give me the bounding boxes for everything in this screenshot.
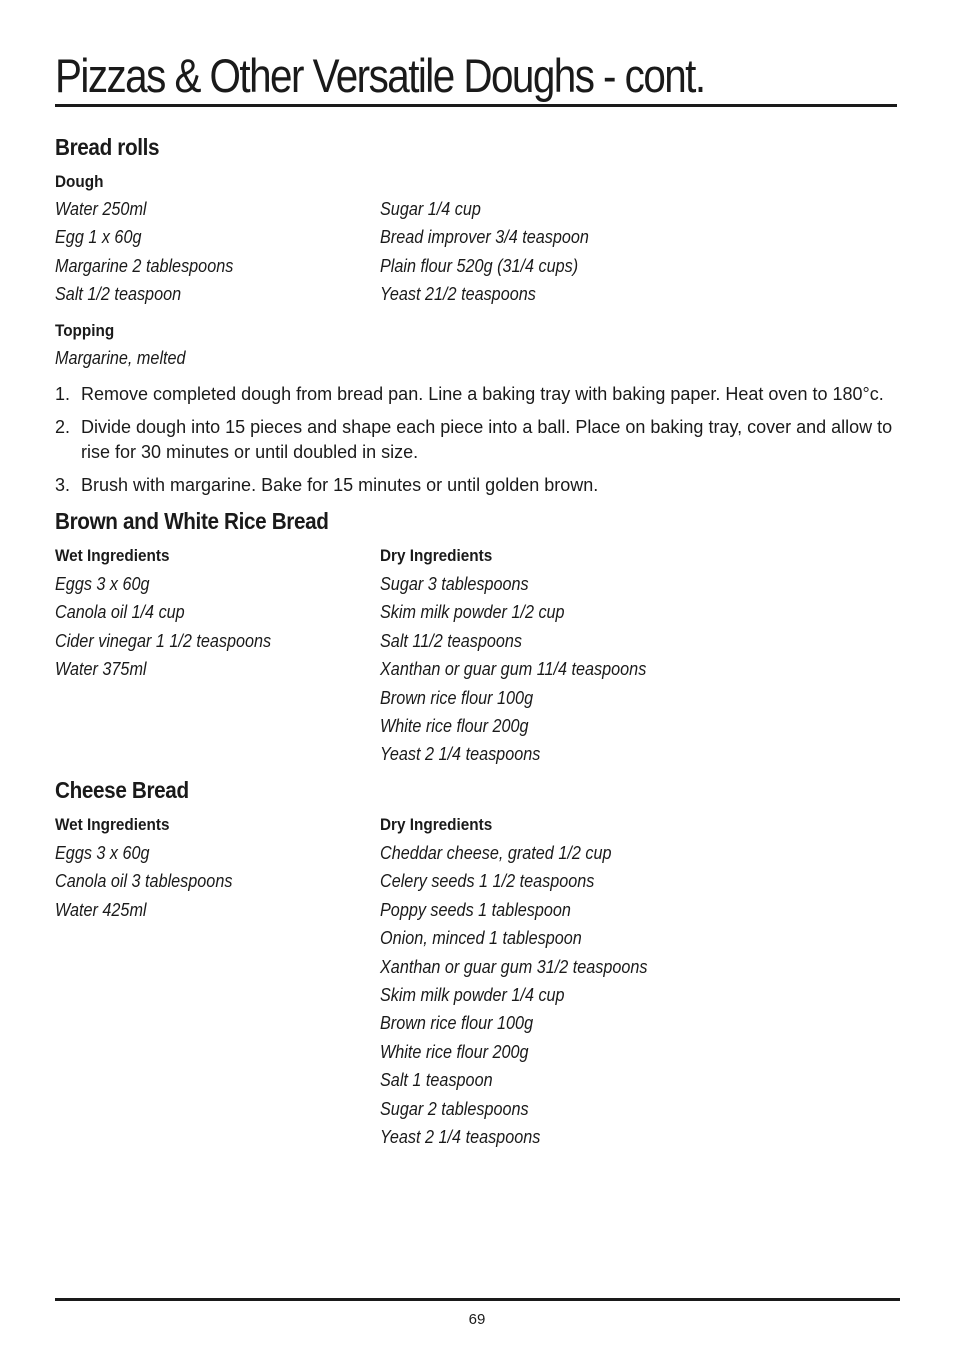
topping-heading: Topping (55, 321, 115, 340)
ingredient-item: Xanthan or guar gum 31/2 teaspoons (380, 956, 648, 977)
step-text: Divide dough into 15 pieces and shape each piece into a ball. Place on baking tray, cover and allow to rise for 30 minutes or until doubled in size. (81, 417, 893, 462)
ingredient-item: Water 250ml (55, 199, 147, 219)
ingredient-item: Egg 1 x 60g (55, 227, 142, 248)
dough-ingredients-left (55, 195, 253, 309)
ingredient-item: Eggs 3 x 60g (55, 574, 150, 594)
ingredient-item: Celery seeds 1 1/2 teaspoons (380, 871, 595, 892)
cheese-wet-heading: Wet Ingredients (55, 815, 170, 834)
method-step (55, 382, 905, 407)
bread-rolls-heading: Bread rolls (55, 134, 160, 160)
footer-rule (55, 1298, 900, 1301)
ingredient-item: Yeast 21/2 teaspoons (380, 284, 536, 305)
method-step (55, 415, 905, 465)
cheese-bread-heading: Cheese Bread (55, 777, 189, 803)
ingredient-item: Brown rice flour 100g (380, 1013, 534, 1034)
ingredient-item: Skim milk powder 1/4 cup (380, 984, 565, 1005)
rice-dry-ingredients (380, 570, 676, 769)
ingredient-item: Water 425ml (55, 899, 147, 920)
ingredient-item: Xanthan or guar gum 11/4 teaspoons (380, 659, 647, 680)
ingredient-item: Sugar 3 tablespoons (380, 574, 529, 594)
cheese-dry-ingredients (380, 839, 677, 1151)
step-number: 3. (55, 475, 71, 495)
rice-bread-heading: Brown and White Rice Bread (55, 508, 329, 534)
ingredient-item: Bread improver 3/4 teaspoon (380, 227, 589, 248)
ingredient-item: Salt 1 teaspoon (380, 1070, 493, 1091)
ingredient-item: Sugar 2 tablespoons (380, 1098, 529, 1119)
ingredient-item: Canola oil 3 tablespoons (55, 871, 233, 892)
ingredient-item: Sugar 1/4 cup (380, 199, 481, 219)
ingredient-item: Cider vinegar 1 1/2 teaspoons (55, 630, 272, 651)
cheese-wet-ingredients (55, 839, 252, 924)
method-step (55, 473, 905, 498)
title-rule (55, 104, 897, 107)
ingredient-item: Cheddar cheese, grated 1/2 cup (380, 843, 612, 863)
ingredient-item: Salt 1/2 teaspoon (55, 284, 182, 305)
page-number: 69 (468, 1311, 486, 1328)
ingredient-item: Water 375ml (55, 659, 147, 680)
cheese-dry-heading: Dry Ingredients (380, 815, 493, 834)
rice-wet-heading: Wet Ingredients (55, 546, 170, 565)
ingredient-item: Brown rice flour 100g (380, 687, 534, 708)
ingredient-item: Onion, minced 1 tablespoon (380, 928, 582, 949)
rice-dry-heading: Dry Ingredients (380, 546, 493, 565)
step-text: Brush with margarine. Bake for 15 minutes or until golden brown. (81, 475, 599, 495)
rice-wet-ingredients (55, 570, 295, 684)
ingredient-item: Margarine 2 tablespoons (55, 255, 234, 276)
dough-heading: Dough (55, 172, 104, 191)
ingredient-item: Skim milk powder 1/2 cup (380, 602, 565, 623)
page-title: Pizzas & Other Versatile Doughs - cont. (55, 49, 705, 102)
step-number: 2. (55, 417, 71, 437)
ingredient-item: Yeast 2 1/4 teaspoons (380, 1126, 541, 1147)
ingredient-item: Yeast 2 1/4 teaspoons (380, 744, 541, 765)
ingredient-item: Poppy seeds 1 tablespoon (380, 899, 571, 920)
ingredient-item: White rice flour 200g (380, 1041, 529, 1062)
step-text: Remove completed dough from bread pan. Line a baking tray with baking paper. Heat oven to 180°c. (81, 384, 884, 404)
step-number: 1. (55, 384, 71, 404)
ingredient-item: White rice flour 200g (380, 715, 529, 736)
ingredient-item: Eggs 3 x 60g (55, 843, 150, 863)
bread-rolls-steps (55, 382, 905, 506)
ingredient-item: Plain flour 520g (31/4 cups) (380, 255, 579, 276)
topping-ingredient: Margarine, melted (55, 348, 186, 368)
dough-ingredients-right (380, 195, 612, 309)
ingredient-item: Canola oil 1/4 cup (55, 602, 185, 623)
ingredient-item: Salt 11/2 teaspoons (380, 630, 523, 651)
